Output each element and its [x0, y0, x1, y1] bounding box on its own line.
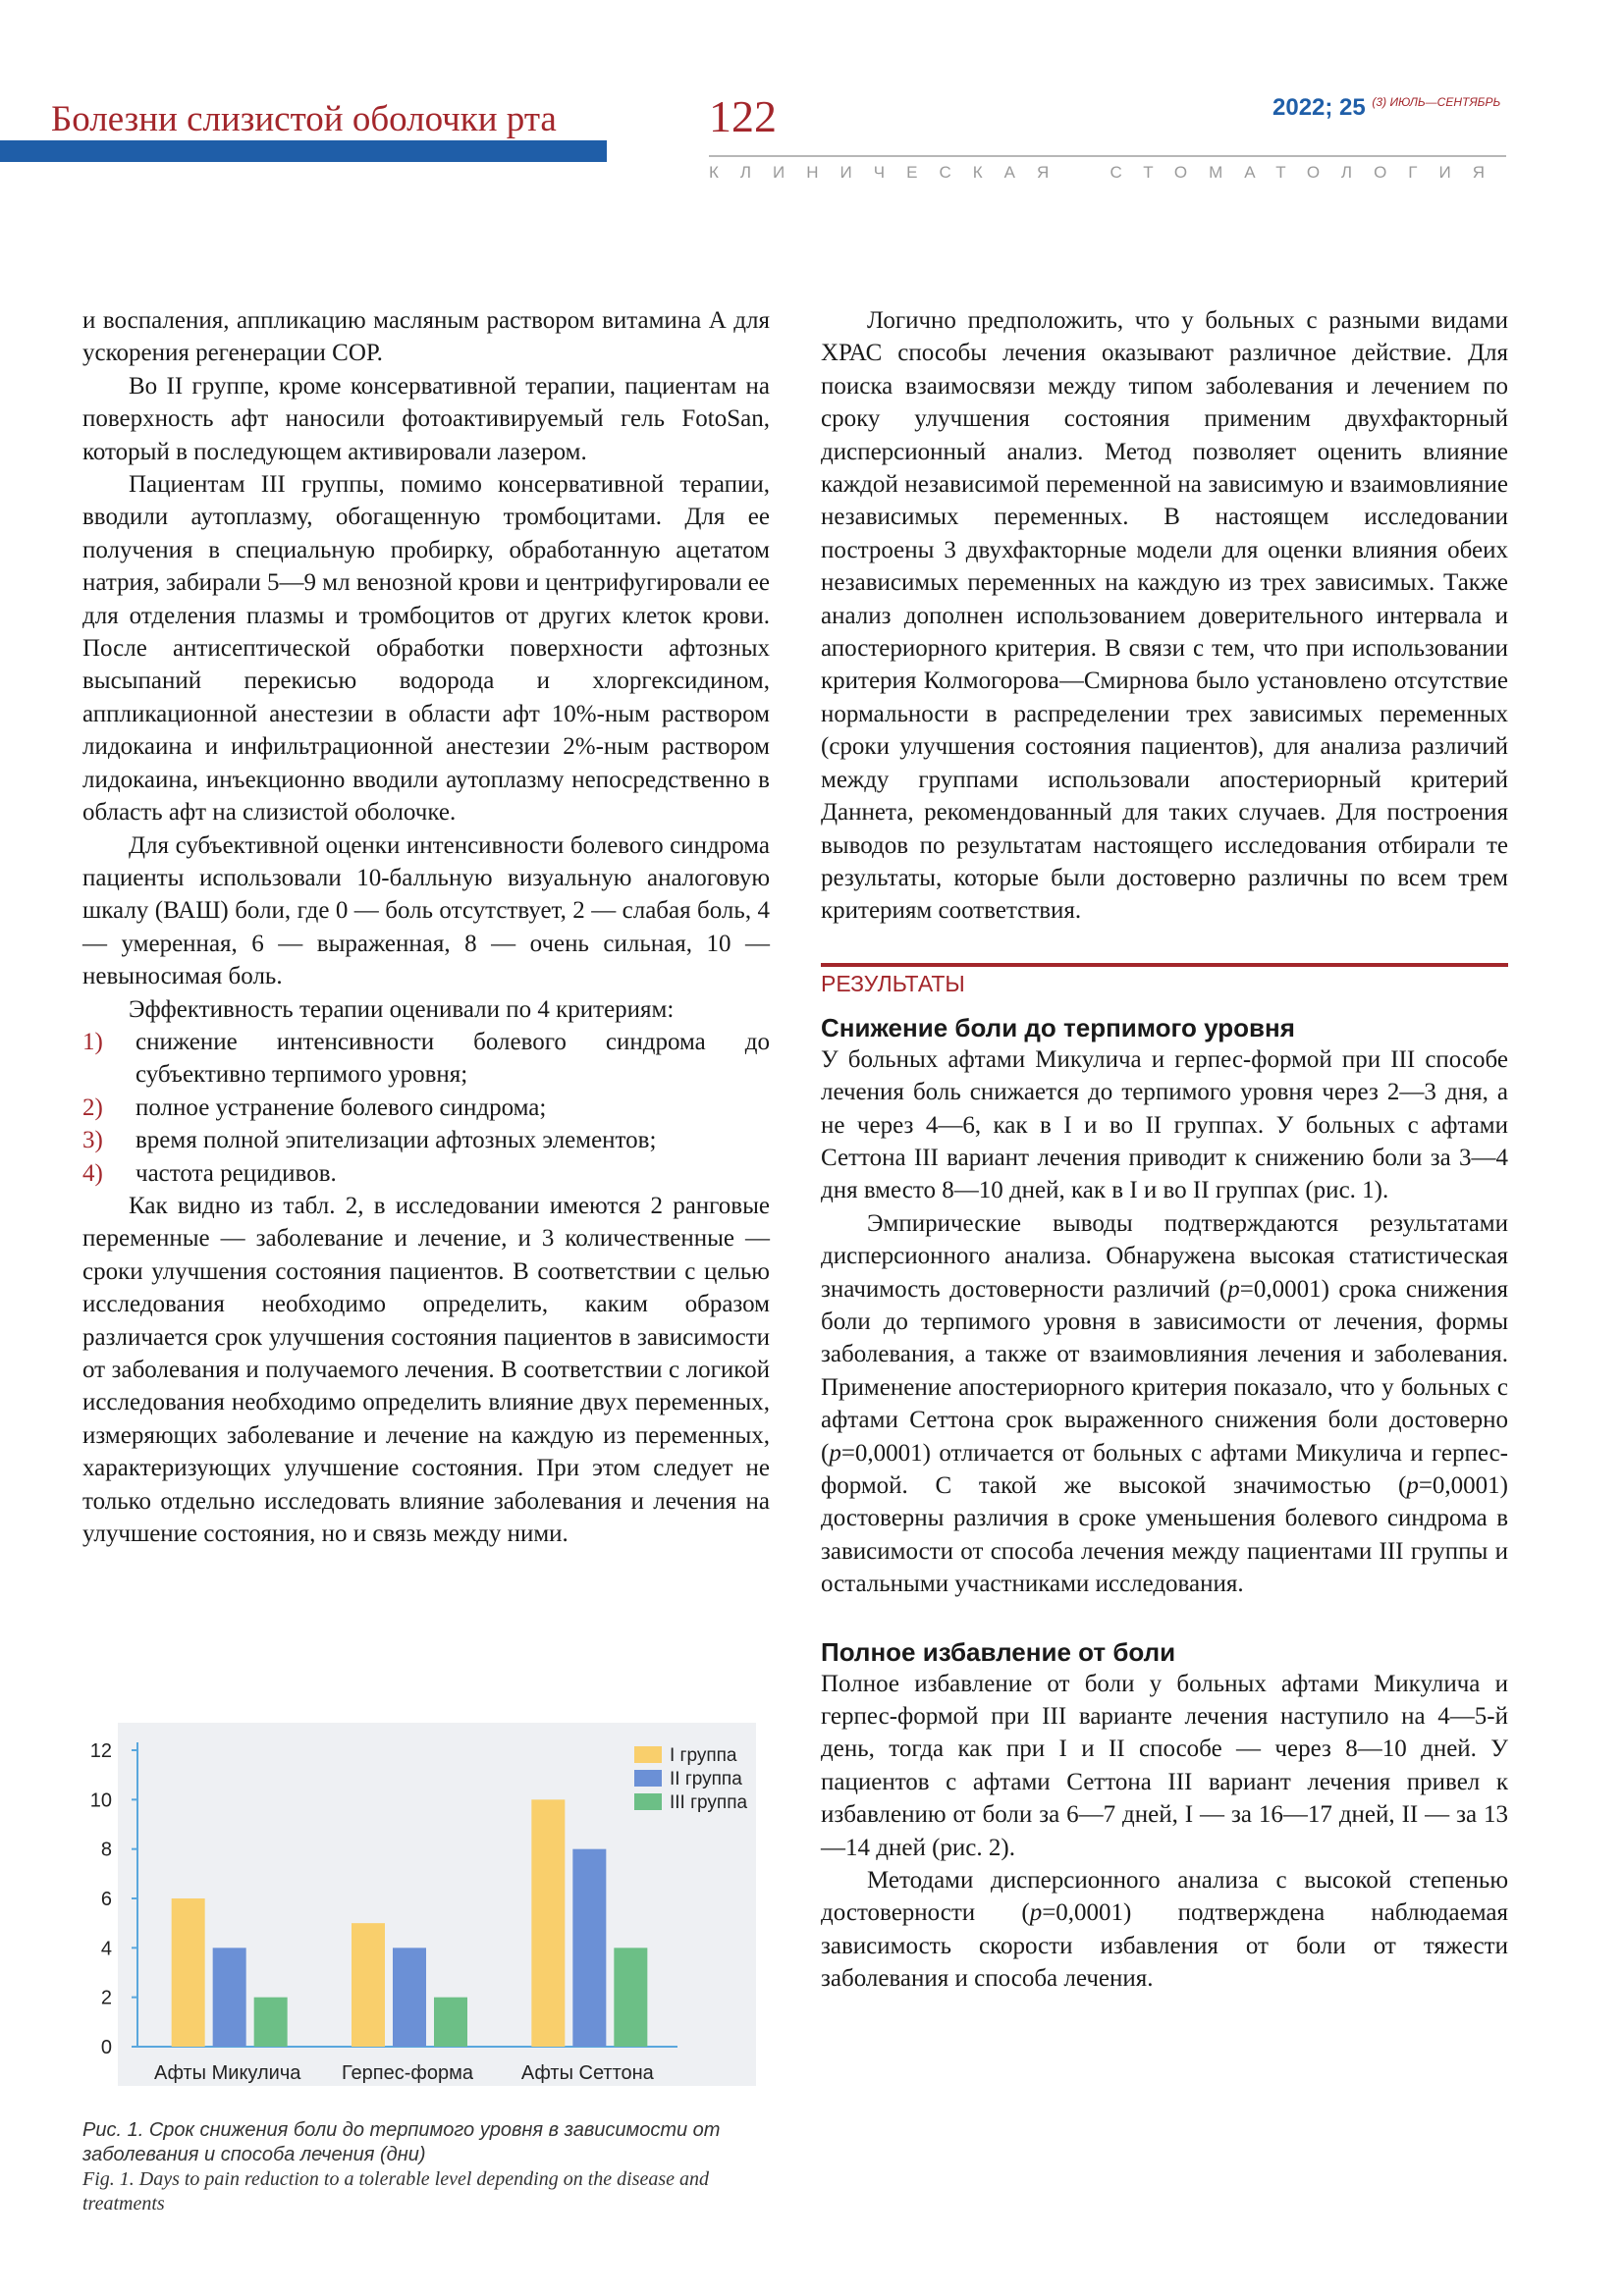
left-paragraph-2: Во II группе, кроме консервативной терапии, пациентам на поверхность афт наносили фотоактивируемый гель FotoSan, который в последующем активировали лазером. [82, 372, 770, 465]
issue-year-volume: 2022; 25 [1272, 94, 1366, 121]
bar [254, 1998, 288, 2047]
results-paragraph-4 [821, 1864, 1508, 1996]
bar [172, 1898, 205, 2047]
criteria-text: время полной эпителизации афтозных элементов; [135, 1127, 657, 1154]
text-run: =0,0001) отличается от больных с афтами Микулича и герпес-формой. С такой же высокой значимостью ( [821, 1439, 1508, 1499]
x-tick-label: Афты Сеттона [520, 2062, 654, 2084]
bar [531, 1799, 565, 2047]
header-rule [709, 155, 1506, 157]
criteria-text: частота рецидивов. [135, 1159, 337, 1187]
subheading-pain-reduction: Снижение боли до терпимого уровня [821, 1012, 1295, 1042]
x-tick-label: Афты Микулича [153, 2062, 301, 2084]
y-tick-label: 8 [100, 1839, 112, 1861]
running-head-section: Болезни слизистой оболочки рта [51, 99, 557, 139]
left-paragraph-4: Для субъективной оценки интенсивности болевого синдрома пациенты использовали 10-балльную визуальную аналоговую шкалу (ВАШ) боли, где 0 — боль отсутствует, 2 — слабая боль, 4 — умеренная, 6 — выраженная, 8 — очень сильная, 10 — невыносимая боль. [82, 831, 770, 990]
bar [572, 1849, 606, 2047]
results-heading: РЕЗУЛЬТАТЫ [821, 963, 1508, 998]
criteria-number: 3) [82, 1127, 103, 1154]
issue-number: (3) [1372, 95, 1387, 109]
bar-chart [79, 1723, 776, 2115]
journal-word-1: КЛИНИЧЕСКАЯ [709, 163, 1071, 182]
header-color-bar [0, 140, 607, 162]
legend-label: III группа [670, 1792, 748, 1813]
y-tick-label: 0 [100, 2037, 112, 2058]
bar [614, 1948, 647, 2047]
legend-label: I группа [670, 1745, 737, 1766]
left-paragraph-1: и воспаления, аппликацию масляным раствором витамина А для ускорения регенерации СОР. [82, 307, 770, 367]
left-column [82, 304, 770, 1550]
criteria-number: 2) [82, 1094, 103, 1121]
y-tick-label: 10 [89, 1789, 112, 1812]
left-paragraph-5: Эффективность терапии оценивали по 4 критериям: [129, 995, 675, 1023]
bar [393, 1948, 426, 2047]
p-symbol: p [1406, 1472, 1419, 1499]
results-paragraph-3: Полное избавление от боли у больных афтами Микулича и герпес-формой при III варианте лечения наступило на 4—5-й день, тогда как при I и II способе — через 8—10 дней. У пациентов с афтами Сеттона III вариант лечения привел к избавлению от боли за 6—7 дней, I — за 16—17 дней, II — за 13—14 дней (рис. 2). [821, 1670, 1508, 1861]
figure-caption-ru: Рис. 1. Срок снижения боли до терпимого уровня в зависимости от заболевания и способа лечения (дни) [82, 2119, 721, 2165]
y-tick-label: 6 [100, 1889, 112, 1910]
p-symbol: p [829, 1439, 841, 1467]
text-run: =0,0001) срока снижения боли до терпимого уровня в зависимости от лечения, формы заболевания, а также от взаимовлияния лечения и заболевания. Применение апостериорного критерия показало, что у больных с афтами Сеттона срок выраженного снижения боли достоверно ( [821, 1275, 1508, 1467]
subheading-full-relief: Полное избавление от боли [821, 1636, 1176, 1667]
results-paragraph-2 [821, 1207, 1508, 1601]
legend-swatch [634, 1746, 662, 1763]
criteria-number: 1) [82, 1028, 103, 1055]
criteria-text: полное устранение болевого синдрома; [135, 1094, 547, 1121]
issue-info [1272, 94, 1500, 122]
p-symbol: p [1227, 1275, 1240, 1303]
criteria-text: снижение интенсивности болевого синдрома до субъективно терпимого уровня; [135, 1028, 770, 1089]
criteria-item [82, 1157, 770, 1190]
legend-swatch [634, 1770, 662, 1787]
bar [352, 1923, 385, 2047]
criteria-item [82, 1092, 770, 1124]
criteria-item [82, 1026, 770, 1092]
criteria-item [82, 1124, 770, 1156]
journal-title [709, 163, 1506, 183]
journal-word-2: СТОМАТОЛОГИЯ [1110, 163, 1506, 182]
text-run: Методами дисперсионного анализа с высокой степенью достоверности ( [821, 1867, 1508, 1927]
left-paragraph-6: Как видно из табл. 2, в исследовании имеются 2 ранговые переменные — заболевание и лечение, и 3 количественные — сроки улучшения состояния пациентов. В соответствии с целью исследования необходимо определить, каким образом различается срок улучшения состояния пациентов в зависимости от заболевания и получаемого лечения. В соответствии с логикой исследования необходимо определить влияние двух переменных, измеряющих заболевание и лечение на каждую из переменных, характеризующих улучшение состояния. При этом следует не только отдельно исследовать влияние заболевания и лечения на улучшение состояния, но и связь между ними. [82, 1192, 770, 1548]
results-paragraph-1: У больных афтами Микулича и герпес-формой при III способе лечения боль снижается до терпимого уровня через 2—3 дня, а не через 4—6, как в I и во II группах. У больных с афтами Сеттона III вариант лечения приводит к снижению боли за 3—4 дня вместо 8—10 дней, как в I и во II группах (рис. 1). [821, 1045, 1508, 1204]
y-tick-label: 2 [100, 1987, 112, 2009]
criteria-list [82, 1026, 770, 1190]
legend-swatch [634, 1793, 662, 1810]
text-run: =0,0001) достоверны различия в сроке уменьшения болевого синдрома в зависимости от способа лечения между пациентами III группы и остальными участниками исследования. [821, 1472, 1508, 1598]
x-tick-label: Герпес-форма [342, 2062, 473, 2084]
right-paragraph-1: Логично предположить, что у больных с разными видами ХРАС способы лечения оказывают различное действие. Для поиска взаимосвязи между типом заболевания и лечением по сроку улучшения состояния применим двухфакторный дисперсионный анализ. Метод позволяет оценить влияние каждой независимой переменной на зависимую и взаимовлияние независимых переменных. В настоящем исследовании построены 3 двухфакторные модели для оценки влияния обеих независимых переменных на каждую из трех зависимых. Также анализ дополнен использованием доверительного интервала и апостериорного критерия. В связи с тем, что при использовании критерия Колмогорова—Смирнова было установлено отсутствие нормальности в распределении трех зависимых переменных (сроки улучшения состояния пациентов), для анализа различий между группами использовали апостериорный критерий Даннета, рекомендованный для таких случаев. Для построения выводов по результатам настоящего исследования отбирали те результаты, которые были достоверно различны по всем трем критериям соответствия. [821, 307, 1508, 925]
y-tick-label: 4 [100, 1938, 112, 1960]
right-column [821, 304, 1508, 1996]
y-tick-label: 12 [89, 1740, 112, 1762]
p-symbol: p [1029, 1899, 1043, 1927]
bar [434, 1998, 467, 2047]
text-run: =0,0001) подтверждена наблюдаемая зависимость скорости избавления от боли от тяжести заболевания и способа лечения. [821, 1899, 1508, 1993]
criteria-number: 4) [82, 1159, 103, 1187]
page-number: 122 [709, 91, 777, 141]
left-paragraph-3: Пациентам III группы, помимо консервативной терапии, вводили аутоплазму, обогащенную тромбоцитами. Для ее получения в специальную пробирку, обработанную ацетатом натрия, забирали 5—9 мл венозной крови и центрифугировали ее для отделения плазмы и тромбоцитов от других клеток крови. После антисептической обработки поверхности афтозных высыпаний перекисью водорода и хлоргексидином, аппликационной анестезии в области афт 10%-ным раствором лидокаина и инфильтрационной анестезии 2%-ным раствором лидокаина, инъекционно вводили аутоплазму непосредственно в область афт на слизистой оболочке. [82, 471, 770, 827]
issue-months: ИЮЛЬ—СЕНТЯБРЬ [1389, 95, 1501, 109]
figure-caption-en: Fig. 1. Days to pain reduction to a tolerable level depending on the disease and treatments [82, 2168, 710, 2215]
text-run: Эмпирические выводы подтверждаются результатами дисперсионного анализа. Обнаружена высокая статистическая значимость достоверности различий ( [821, 1209, 1508, 1303]
bar [213, 1948, 246, 2047]
legend-label: II группа [670, 1769, 742, 1789]
